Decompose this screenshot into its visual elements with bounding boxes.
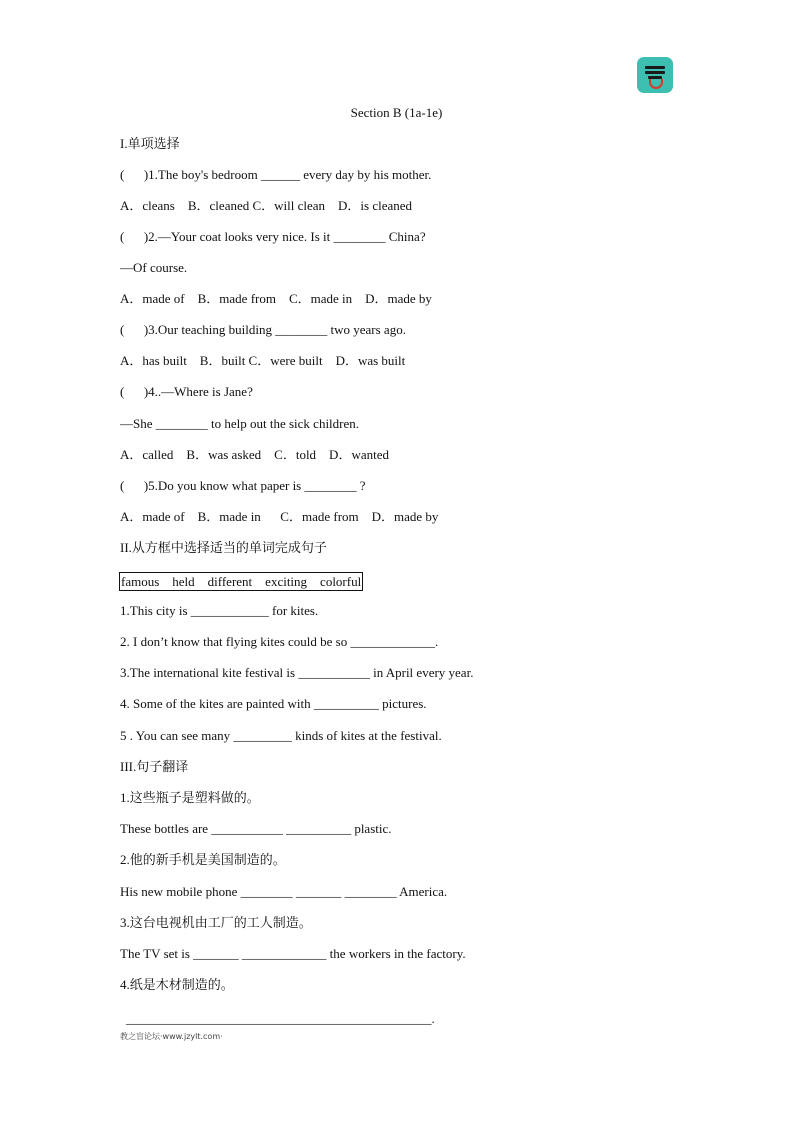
page-title: Section B (1a-1e) (350, 105, 443, 120)
s3-answer-2: His new mobile phone ________ _______ ________ America. (120, 884, 448, 899)
s3-answer-1: These bottles are ___________ __________ plastic. (120, 821, 392, 836)
q2: ( )2.—Your coat looks very nice. Is it ________ China? (120, 229, 426, 244)
q4-options: A．called B．was asked C．told D．wanted (120, 447, 389, 462)
s3-answer-3: The TV set is _______ _____________ the workers in the factory. (120, 946, 466, 961)
s2-item-2: 2. I don’t know that flying kites could be so _____________. (120, 634, 439, 649)
s3-prompt-3: 3.这台电视机由工厂的工人制造。 (120, 915, 312, 930)
q3-options: A．has built B．built C．were built D．was built (120, 353, 406, 368)
s3-prompt-2: 2.他的新手机是美国制造的。 (120, 852, 286, 867)
q4: ( )4..—Where is Jane? (120, 384, 253, 399)
word-box: famous held different exciting colorful (121, 574, 362, 589)
s2-item-4: 4. Some of the kites are painted with __________ pictures. (120, 696, 427, 711)
s2-item-1: 1.This city is ____________ for kites. (120, 603, 319, 618)
s2-item-3: 3.The international kite festival is ___________ in April every year. (120, 665, 474, 680)
q5: ( )5.Do you know what paper is ________ ? (120, 478, 366, 493)
section3-heading: III.句子翻译 (120, 759, 189, 774)
q1-options: A．cleans B．cleaned C．will clean D．is cleaned (120, 198, 413, 213)
q2-options: A．made of B．made from C．made in D．made by (120, 291, 432, 306)
q5-options: A．made of B．made in C．made from D．made by (120, 509, 439, 524)
q1: ( )1.The boy's bedroom ______ every day by his mother. (120, 167, 432, 182)
s2-item-5: 5 . You can see many _________ kinds of kites at the festival. (120, 728, 442, 743)
logo (637, 57, 673, 93)
q3: ( )3.Our teaching building ________ two years ago. (120, 322, 406, 337)
section2-heading: II.从方框中选择适当的单词完成句子 (120, 540, 327, 555)
s3-answer-4: _______________________________________________. (126, 1011, 435, 1026)
s3-prompt-4: 4.纸是木材制造的。 (120, 977, 234, 992)
s3-prompt-1: 1.这些瓶子是塑料做的。 (120, 790, 260, 805)
q2-answer: —Of course. (120, 260, 188, 275)
section1-heading: I.单项选择 (120, 136, 180, 151)
q4-answer: —She ________ to help out the sick children. (120, 416, 360, 431)
footer-watermark: 教之盲论坛·www.jzylt.com· (120, 1032, 223, 1041)
